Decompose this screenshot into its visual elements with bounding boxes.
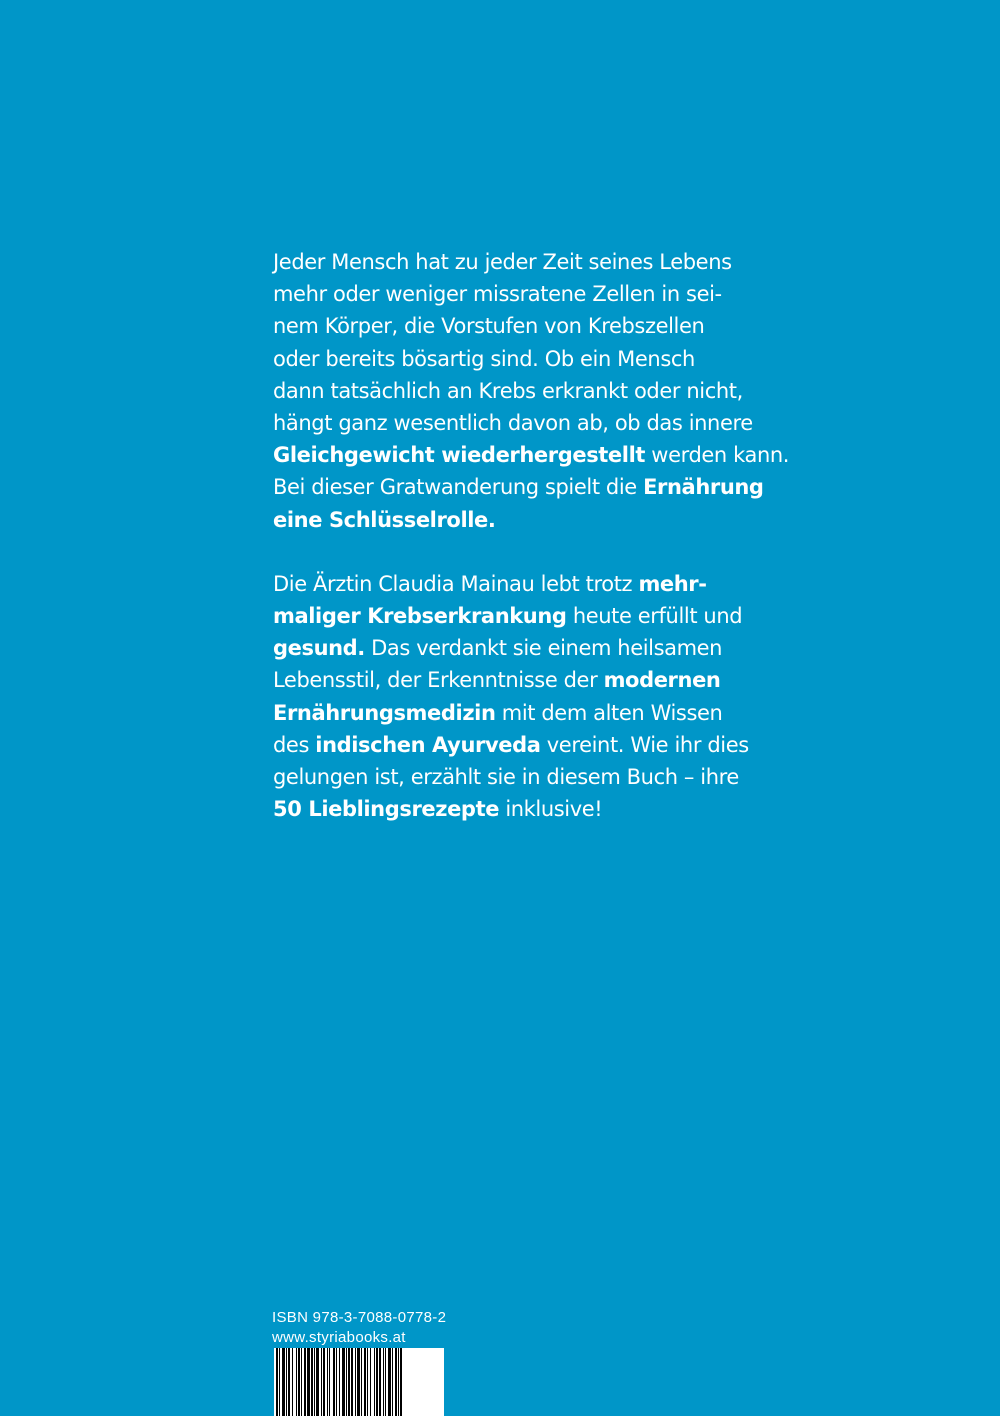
barcode-bar xyxy=(370,1348,371,1416)
blurb-text-run: Das verdankt sie einem heilsamen xyxy=(364,636,723,661)
barcode-bar xyxy=(292,1348,293,1416)
barcode-bar xyxy=(376,1348,378,1416)
barcode-bar xyxy=(276,1348,278,1416)
emphasis-text: indischen Ayurveda xyxy=(315,732,541,757)
blurb-line: hängt ganz wesentlich davon ab, ob das innere xyxy=(273,411,753,436)
blurb-text xyxy=(273,246,790,825)
emphasis-text: modernen xyxy=(603,668,721,693)
barcode-bar xyxy=(339,1348,340,1416)
barcode-bar xyxy=(395,1348,397,1416)
barcode-bar xyxy=(314,1348,315,1416)
blurb-line: nem Körper, die Vorstufen von Krebszellen xyxy=(273,314,705,339)
barcode-bar xyxy=(286,1348,287,1416)
blurb-line: Jeder Mensch hat zu jeder Zeit seines Lebens xyxy=(273,250,732,274)
blurb-line xyxy=(273,664,773,696)
barcode-bar xyxy=(348,1348,350,1416)
barcode-bar xyxy=(400,1348,402,1416)
blurb-text-run: Bei dieser Gratwanderung spielt die xyxy=(273,475,644,500)
barcode-bar xyxy=(392,1348,393,1416)
barcode-bar xyxy=(385,1348,386,1416)
blurb-text-run: mit dem alten Wissen xyxy=(495,700,723,725)
barcode-bar xyxy=(333,1348,335,1416)
emphasis-text: maliger Krebserkrankung xyxy=(273,604,567,629)
barcode-bar xyxy=(296,1348,297,1416)
barcode-bar xyxy=(321,1348,322,1416)
blurb-text-run: Lebensstil, der Erkenntnisse der xyxy=(273,668,604,693)
blurb-line xyxy=(273,729,773,761)
barcode-bar xyxy=(355,1348,356,1416)
barcode-bar xyxy=(379,1348,381,1416)
blurb-line xyxy=(273,793,773,825)
barcode-bar xyxy=(388,1348,391,1416)
emphasis-text: Gleichgewicht wiederhergestellt xyxy=(273,443,646,468)
barcode-bar xyxy=(374,1348,375,1416)
barcode-bar xyxy=(351,1348,353,1416)
emphasis-text: Ernährungsmedizin xyxy=(273,700,496,725)
barcode-bar xyxy=(304,1348,306,1416)
blurb-line xyxy=(273,600,773,632)
blurb-line: dann tatsächlich an Krebs erkrankt oder nicht, xyxy=(273,378,743,403)
barcode-bar xyxy=(398,1348,399,1416)
barcode-bar xyxy=(282,1348,285,1416)
barcode-bar xyxy=(327,1348,328,1416)
paragraph-gap xyxy=(273,536,773,568)
barcode-bar xyxy=(298,1348,300,1416)
barcode-bar xyxy=(279,1348,280,1416)
blurb-line xyxy=(273,697,773,729)
barcode-bar xyxy=(346,1348,347,1416)
barcode-graphic xyxy=(274,1348,444,1416)
barcode-bar xyxy=(323,1348,325,1416)
emphasis-text: 50 Lieblingsrezepte xyxy=(273,797,500,822)
isbn-number: ISBN 978-3-7088-0778-2 xyxy=(272,1309,447,1326)
barcode-bar xyxy=(336,1348,337,1416)
barcode-bar xyxy=(357,1348,360,1416)
emphasis-text: eine Schlüsselrolle. xyxy=(273,507,496,532)
blurb-text-run: werden kann. xyxy=(645,443,790,468)
barcode-bar xyxy=(316,1348,319,1416)
blurb-line xyxy=(273,504,773,536)
blurb-line xyxy=(273,471,773,503)
emphasis-text: gesund. xyxy=(273,636,365,661)
blurb-line: gelungen ist, erzählt sie in diesem Buch – ihre xyxy=(273,765,739,790)
emphasis-text: mehr- xyxy=(638,571,707,596)
blurb-text-run: vereint. Wie ihr dies xyxy=(540,732,749,757)
blurb-line: mehr oder weniger missratene Zellen in sei- xyxy=(273,282,722,307)
barcode-bar xyxy=(364,1348,366,1416)
barcode-bar xyxy=(329,1348,330,1416)
blurb-line xyxy=(273,568,773,600)
barcode xyxy=(274,1348,444,1416)
barcode-bar xyxy=(342,1348,345,1416)
blurb-text-run: des xyxy=(273,732,316,757)
barcode-bar xyxy=(288,1348,290,1416)
blurb-text-run: inklusive! xyxy=(499,797,603,822)
emphasis-text: Ernährung xyxy=(643,475,764,500)
barcode-bar xyxy=(361,1348,362,1416)
barcode-bar xyxy=(367,1348,368,1416)
blurb-text-run: Die Ärztin Claudia Mainau lebt trotz xyxy=(273,571,639,596)
blurb-text-run: heute erfüllt und xyxy=(566,604,743,629)
blurb-line xyxy=(273,632,773,664)
blurb-line: oder bereits bösartig sind. Ob ein Mensch xyxy=(273,346,695,371)
publisher-website: www.styriabooks.at xyxy=(272,1329,406,1346)
barcode-bar xyxy=(383,1348,384,1416)
blurb-line xyxy=(273,439,790,471)
barcode-bar xyxy=(301,1348,302,1416)
isbn-block xyxy=(272,1308,446,1348)
barcode-bar xyxy=(311,1348,313,1416)
barcode-bar xyxy=(307,1348,310,1416)
